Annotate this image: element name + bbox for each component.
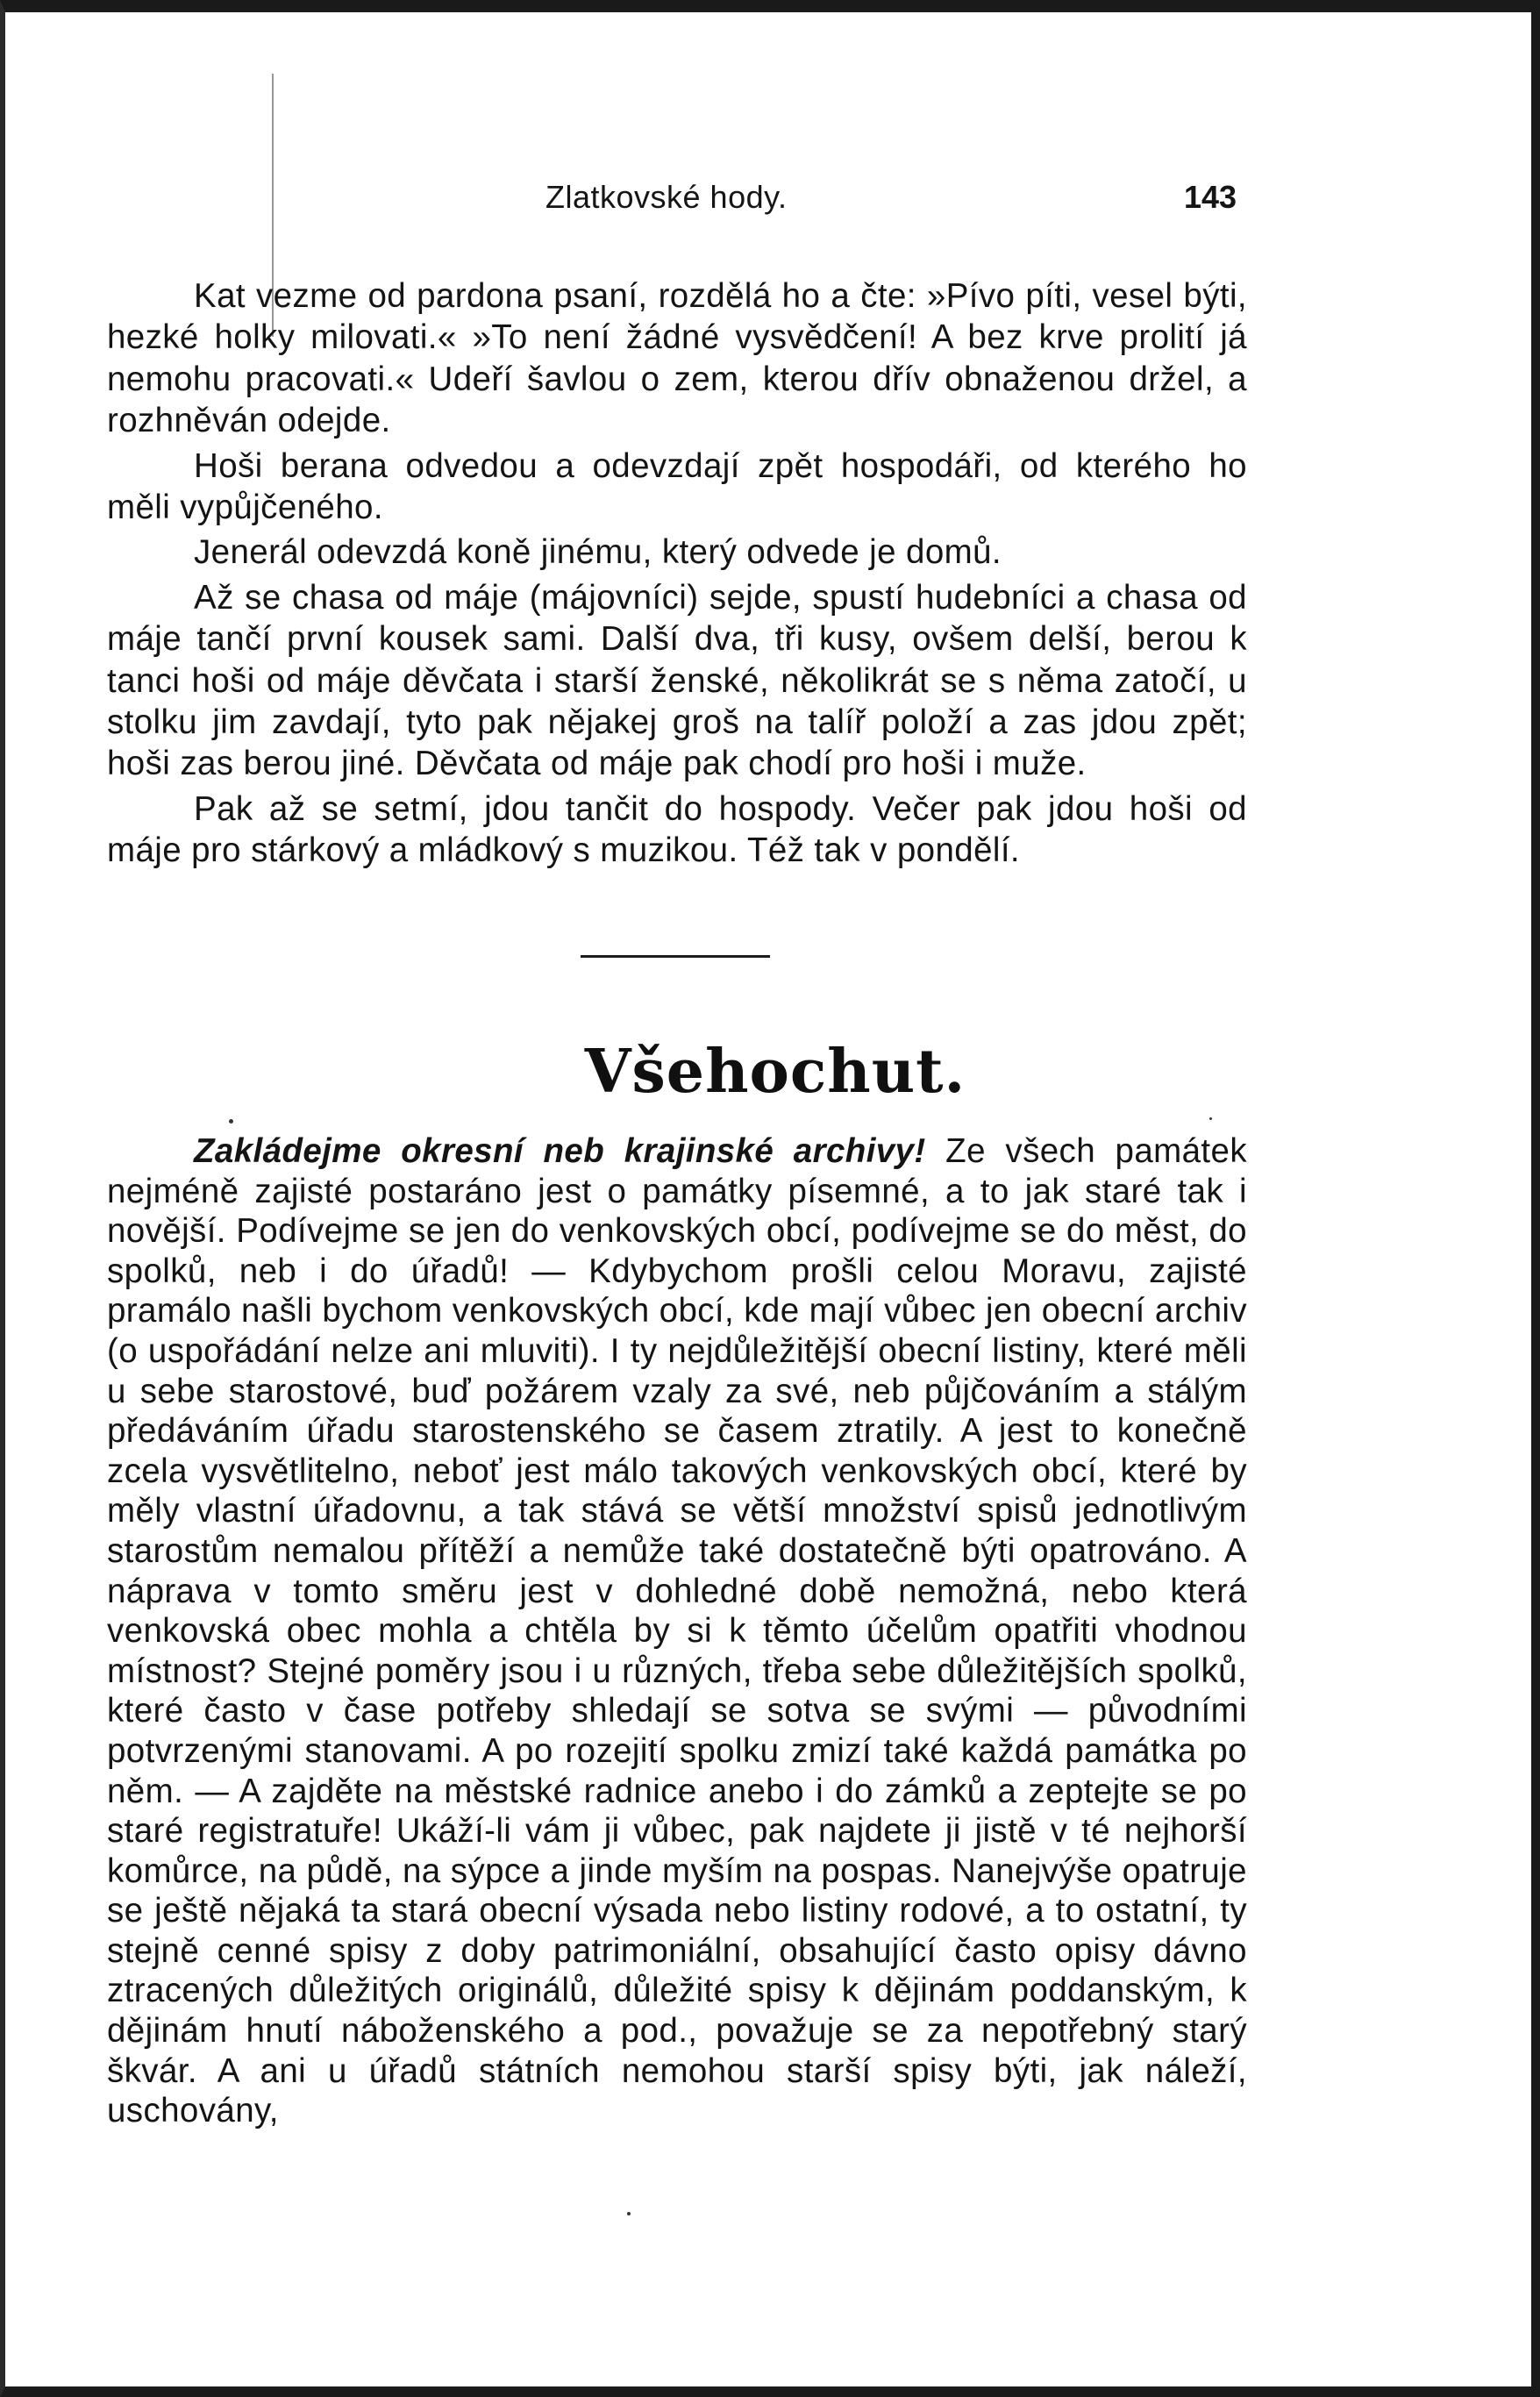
print-speck: [627, 2212, 631, 2215]
section-heading: Všehochut.: [584, 1037, 966, 1107]
print-speck: [229, 1119, 233, 1124]
running-title: Zlatkovské hody.: [545, 179, 788, 215]
article-paragraph: [107, 1131, 1247, 2131]
page-number: 143: [1184, 179, 1237, 215]
article-lead: Zakládejme okresní neb krajinské archivy!: [194, 1132, 926, 1170]
section-two-text: [107, 1131, 1247, 2135]
paragraph: Pak až se setmí, jdou tančit do hospody. Večer pak jdou hoši od máje pro stárkový a mládkový s muzikou. Též tak v pondělí.: [107, 789, 1247, 870]
section-one-text: [107, 275, 1247, 875]
article-body: Ze všech památek nejméně zajisté postaráno jest o památky písemné, a to jak staré tak i novější. Podívejme se jen do venkovských obcí, podívejme se do měst, do spolků, neb i do úřadů! — Kdybychom prošli celou Moravu, zajisté pramálo našli bychom venkovských obcí, kde mají vůbec jen obecní archiv (o uspořádání nelze ani mluviti). I ty nejdůležitější obecní listiny, které měli u sebe starostové, buď požárem vzaly za své, neb půjčováním a stálým předáváním úřadu starostenského se časem ztratily. A jest to konečně zcela vysvětlitelno, neboť jest málo takových venkovských obcí, které by měly vlastní úřadovnu, a tak stává se větší množství spisů jednotlivým starostům nemalou přítěží a nemůže také dostatečně býti opatrováno. A náprava v tomto směru jest v dohledné době nemožná, nebo která venkovská obec mohla a chtěla by si k těmto účelům opatřiti vhodnou místnost? Stejné poměry jsou i u různých, třeba sebe důležitějších spolků, které často v čase potřeby shledají se sotva se svými — původními potvrzenými stanovami. A po rozejití spolku zmizí také každá památka po něm. — A zajděte na městské radnice anebo i do zámků a zeptejte se po staré registratuře! Ukáží-li vám ji vůbec, pak najdete ji jistě v té nejhorší komůrce, na půdě, na sýpce a jinde myším na pospas. Nanejvýše opatruje se ještě nějaká ta stará obecní výsada nebo listiny rodové, a to ostatní, ty stejně cenné spisy z doby patrimoniální, obsahující často opisy dávno ztracených důležitých originálů, důležité spisy k dějinám poddanským, k dějinám hnutí náboženského a pod., považuje se za nepotřebný starý škvár. A ani u úřadů státních nemohou starší spisy býti, jak náleží, uschovány,: [107, 1132, 1247, 2130]
paragraph: Hoši berana odvedou a odevzdají zpět hospodáři, od kterého ho měli vypůjčeného.: [107, 446, 1247, 527]
paragraph: Kat vezme od pardona psaní, rozdělá ho a čte: »Pívo píti, vesel býti, hezké holky milovati.« »To není žádné vysvědčení! A bez krve prolití já nemohu pracovati.« Udeří šavlou o zem, kterou dřív obnaženou držel, a rozhněván odejde.: [107, 277, 1247, 440]
print-speck: [1209, 1117, 1212, 1120]
paragraph: Jenerál odevzdá koně jinému, který odvede je domů.: [194, 533, 1002, 572]
section-divider-rule: [581, 955, 770, 958]
running-header: [107, 179, 1247, 223]
paragraph: Až se chasa od máje (májovníci) sejde, spustí hudebníci a chasa od máje tančí první kousek sami. Další dva, tři kusy, ovšem delší, berou k tanci hoši od máje děvčata i starší ženské, několikrát se s něma zatočí, u stolku jim zavdají, tyto pak nějakej groš na talíř položí a zas jdou zpět; hoši zas berou jiné. Děvčata od máje pak chodí pro hoši i muže.: [107, 578, 1247, 783]
